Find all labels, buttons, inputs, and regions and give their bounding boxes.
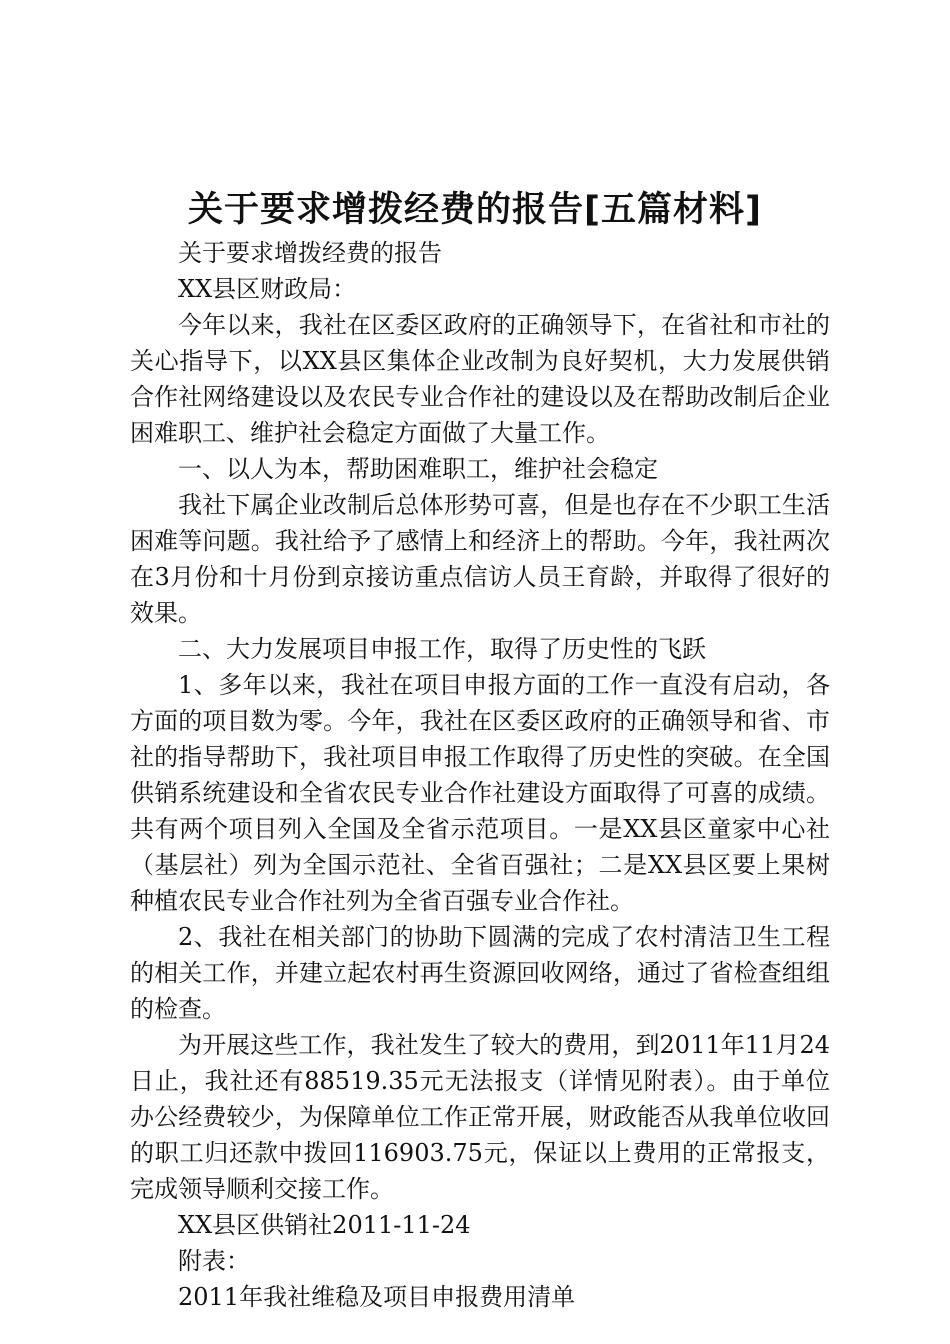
- paragraph-item-1: 1、多年以来，我社在项目申报方面的工作一直没有启动，各方面的项目数为零。今年，我社在区委区政府的正确领导和省、市社的指导帮助下，我社项目申报工作取得了历史性的突破。在全国供销系统建设和全省农民专业合作社建设方面取得了可喜的成绩。共有两个项目列入全国及全省示范项目。一是XX县区童家中心社（基层社）列为全国示范社、全省百强社；二是XX县区要上果树种植农民专业合作社列为全省百强专业合作社。: [130, 671, 830, 915]
- paragraph-expenses: 为开展这些工作，我社发生了较大的费用，到2011年11月24日止，我社还有88519.35元无法报支（详情见附表）。由于单位办公经费较少，为保障单位工作正常开展，财政能否从我单位收回的职工归还款中拨回116903.75元，保证以上费用的正常报支，完成领导顺利交接工作。: [130, 1031, 830, 1203]
- attachment-label: 附表：: [178, 1247, 250, 1275]
- report-subtitle: 关于要求增拨经费的报告: [178, 239, 442, 267]
- section-heading-2: 二、大力发展项目申报工作，取得了历史性的飞跃: [178, 635, 706, 663]
- paragraph-item-2: 2、我社在相关部门的协助下圆满的完成了农村清洁卫生工程的相关工作，并建立起农村再生资源回收网络，通过了省检查组组的检查。: [130, 923, 830, 1023]
- section-heading-1: 一、以人为本，帮助困难职工，维护社会稳定: [178, 455, 658, 483]
- signature-line: XX县区供销社2011-11-24: [178, 1211, 471, 1239]
- document-title: 关于要求增拨经费的报告[五篇材料]: [188, 190, 762, 230]
- attachment-title: 2011年我社维稳及项目申报费用清单: [178, 1283, 576, 1311]
- document-body: [130, 235, 830, 1315]
- paragraph-section-1: 我社下属企业改制后总体形势可喜，但是也存在不少职工生活困难等问题。我社给予了感情上和经济上的帮助。今年，我社两次在3月份和十月份到京接访重点信访人员王育龄，并取得了很好的效果。: [130, 491, 830, 627]
- addressee: XX县区财政局：: [178, 275, 357, 303]
- paragraph-intro: 今年以来，我社在区委区政府的正确领导下，在省社和市社的关心指导下，以XX县区集体企业改制为良好契机，大力发展供销合作社网络建设以及农民专业合作社的建设以及在帮助改制后企业困难职工、维护社会稳定方面做了大量工作。: [130, 311, 830, 447]
